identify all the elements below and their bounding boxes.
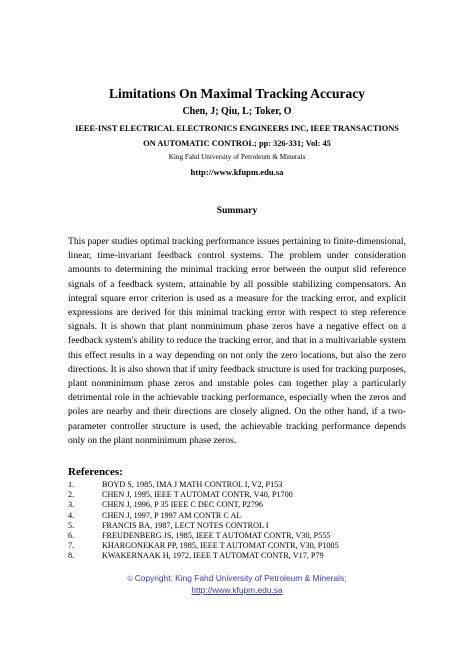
reference-item xyxy=(68,551,428,561)
reference-text: CHEN J, 1995, IEEE T AUTOMAT CONTR, V40, P1700 xyxy=(102,490,293,500)
journal-line-2: ON AUTOMATIC CONTROL; pp: 326-331; Vol: 45 xyxy=(143,139,331,148)
reference-item xyxy=(68,521,428,531)
reference-text: BOYD S, 1985, IMA J MATH CONTROL I, V2, P153 xyxy=(102,480,283,489)
reference-text: CHEN J, 1997, P 1997 AM CONTR C AL xyxy=(102,510,242,520)
reference-text: KWAKERNAAK H, 1972, IEEE T AUTOMAT CONTR, V17, P79 xyxy=(102,551,324,561)
reference-item xyxy=(68,500,428,510)
reference-item xyxy=(68,531,428,541)
reference-number: 2. xyxy=(68,490,75,500)
copyright-text: Copyright: King Fahd University of Petroleum & Minerals; xyxy=(134,573,347,583)
summary-text: This paper studies optimal tracking performance issues pertaining to finite-dimensional, linear, time-invariant feedback control systems. The problem under consideration amounts to determining the minimal tracking error between the output slid reference signals of a feedback system, attainable by all possible stabilizing compensators. An integral square error criterion is used as a measure for the tracking error, and explicit expressions are derived for this minimal tracking error with respect to step reference signals. It is shown that plant nonminimum phase zeros have a negative effect on a feedback system's ability to reduce the tracking error, and that in a multivariable system this effect results in a way depending on not only the zero locations, but also the zero directions. It is also shown that if unity feedback structure is used for tracking purposes, plant nonminimum phase zeros and unstable poles can together play a particularly detrimental role in the achievable tracking performance, especially when the zeros and poles are nearby and their directions are closely aligned. On the other hand, if a two-parameter controller structure is used, the achievable tracking performance depends only on the plant nonminimum phase zeros. xyxy=(68,236,406,446)
reference-text: FRANCIS BA, 1987, LECT NOTES CONTROL I xyxy=(102,520,269,530)
reference-number: 5. xyxy=(68,520,75,530)
reference-number: 1. xyxy=(68,480,75,489)
reference-item xyxy=(68,480,428,490)
references-heading: References: xyxy=(68,466,123,478)
reference-number: 3. xyxy=(68,500,75,510)
paper-authors: Chen, J; Qiu, L; Toker, O xyxy=(182,106,292,117)
institution-url[interactable]: http://www.kfupm.edu.sa xyxy=(190,167,284,177)
summary-heading: Summary xyxy=(216,205,258,216)
reference-text: FREUDENBERG JS, 1985, IEEE T AUTOMAT CONTR, V30, P555 xyxy=(102,530,331,540)
reference-text: KHARGONEKAR PP, 1985, IEEE T AUTOMAT CONTR, V30, P1005 xyxy=(102,541,339,551)
affiliation: King Fahd University of Petroleum & Minerals xyxy=(168,153,306,161)
reference-number: 4. xyxy=(68,510,75,520)
journal-line-1: IEEE-INST ELECTRICAL ELECTRONICS ENGINEERS INC, IEEE TRANSACTIONS xyxy=(75,124,399,133)
reference-item xyxy=(68,541,428,551)
references-list xyxy=(68,480,428,562)
reference-item xyxy=(68,511,428,521)
reference-item xyxy=(68,490,428,500)
footer-copyright xyxy=(0,573,474,583)
copyright-icon: © xyxy=(127,576,133,583)
footer-url-link[interactable]: http://www.kfupm.edu.sa xyxy=(191,585,283,595)
reference-number: 8. xyxy=(68,551,75,561)
paper-title: Limitations On Maximal Tracking Accuracy xyxy=(109,86,365,101)
reference-text: CHEN J, 1996, P 35 IEEE C DEC CONT, P2796 xyxy=(102,500,264,510)
reference-number: 6. xyxy=(68,530,75,540)
reference-number: 7. xyxy=(68,541,75,551)
